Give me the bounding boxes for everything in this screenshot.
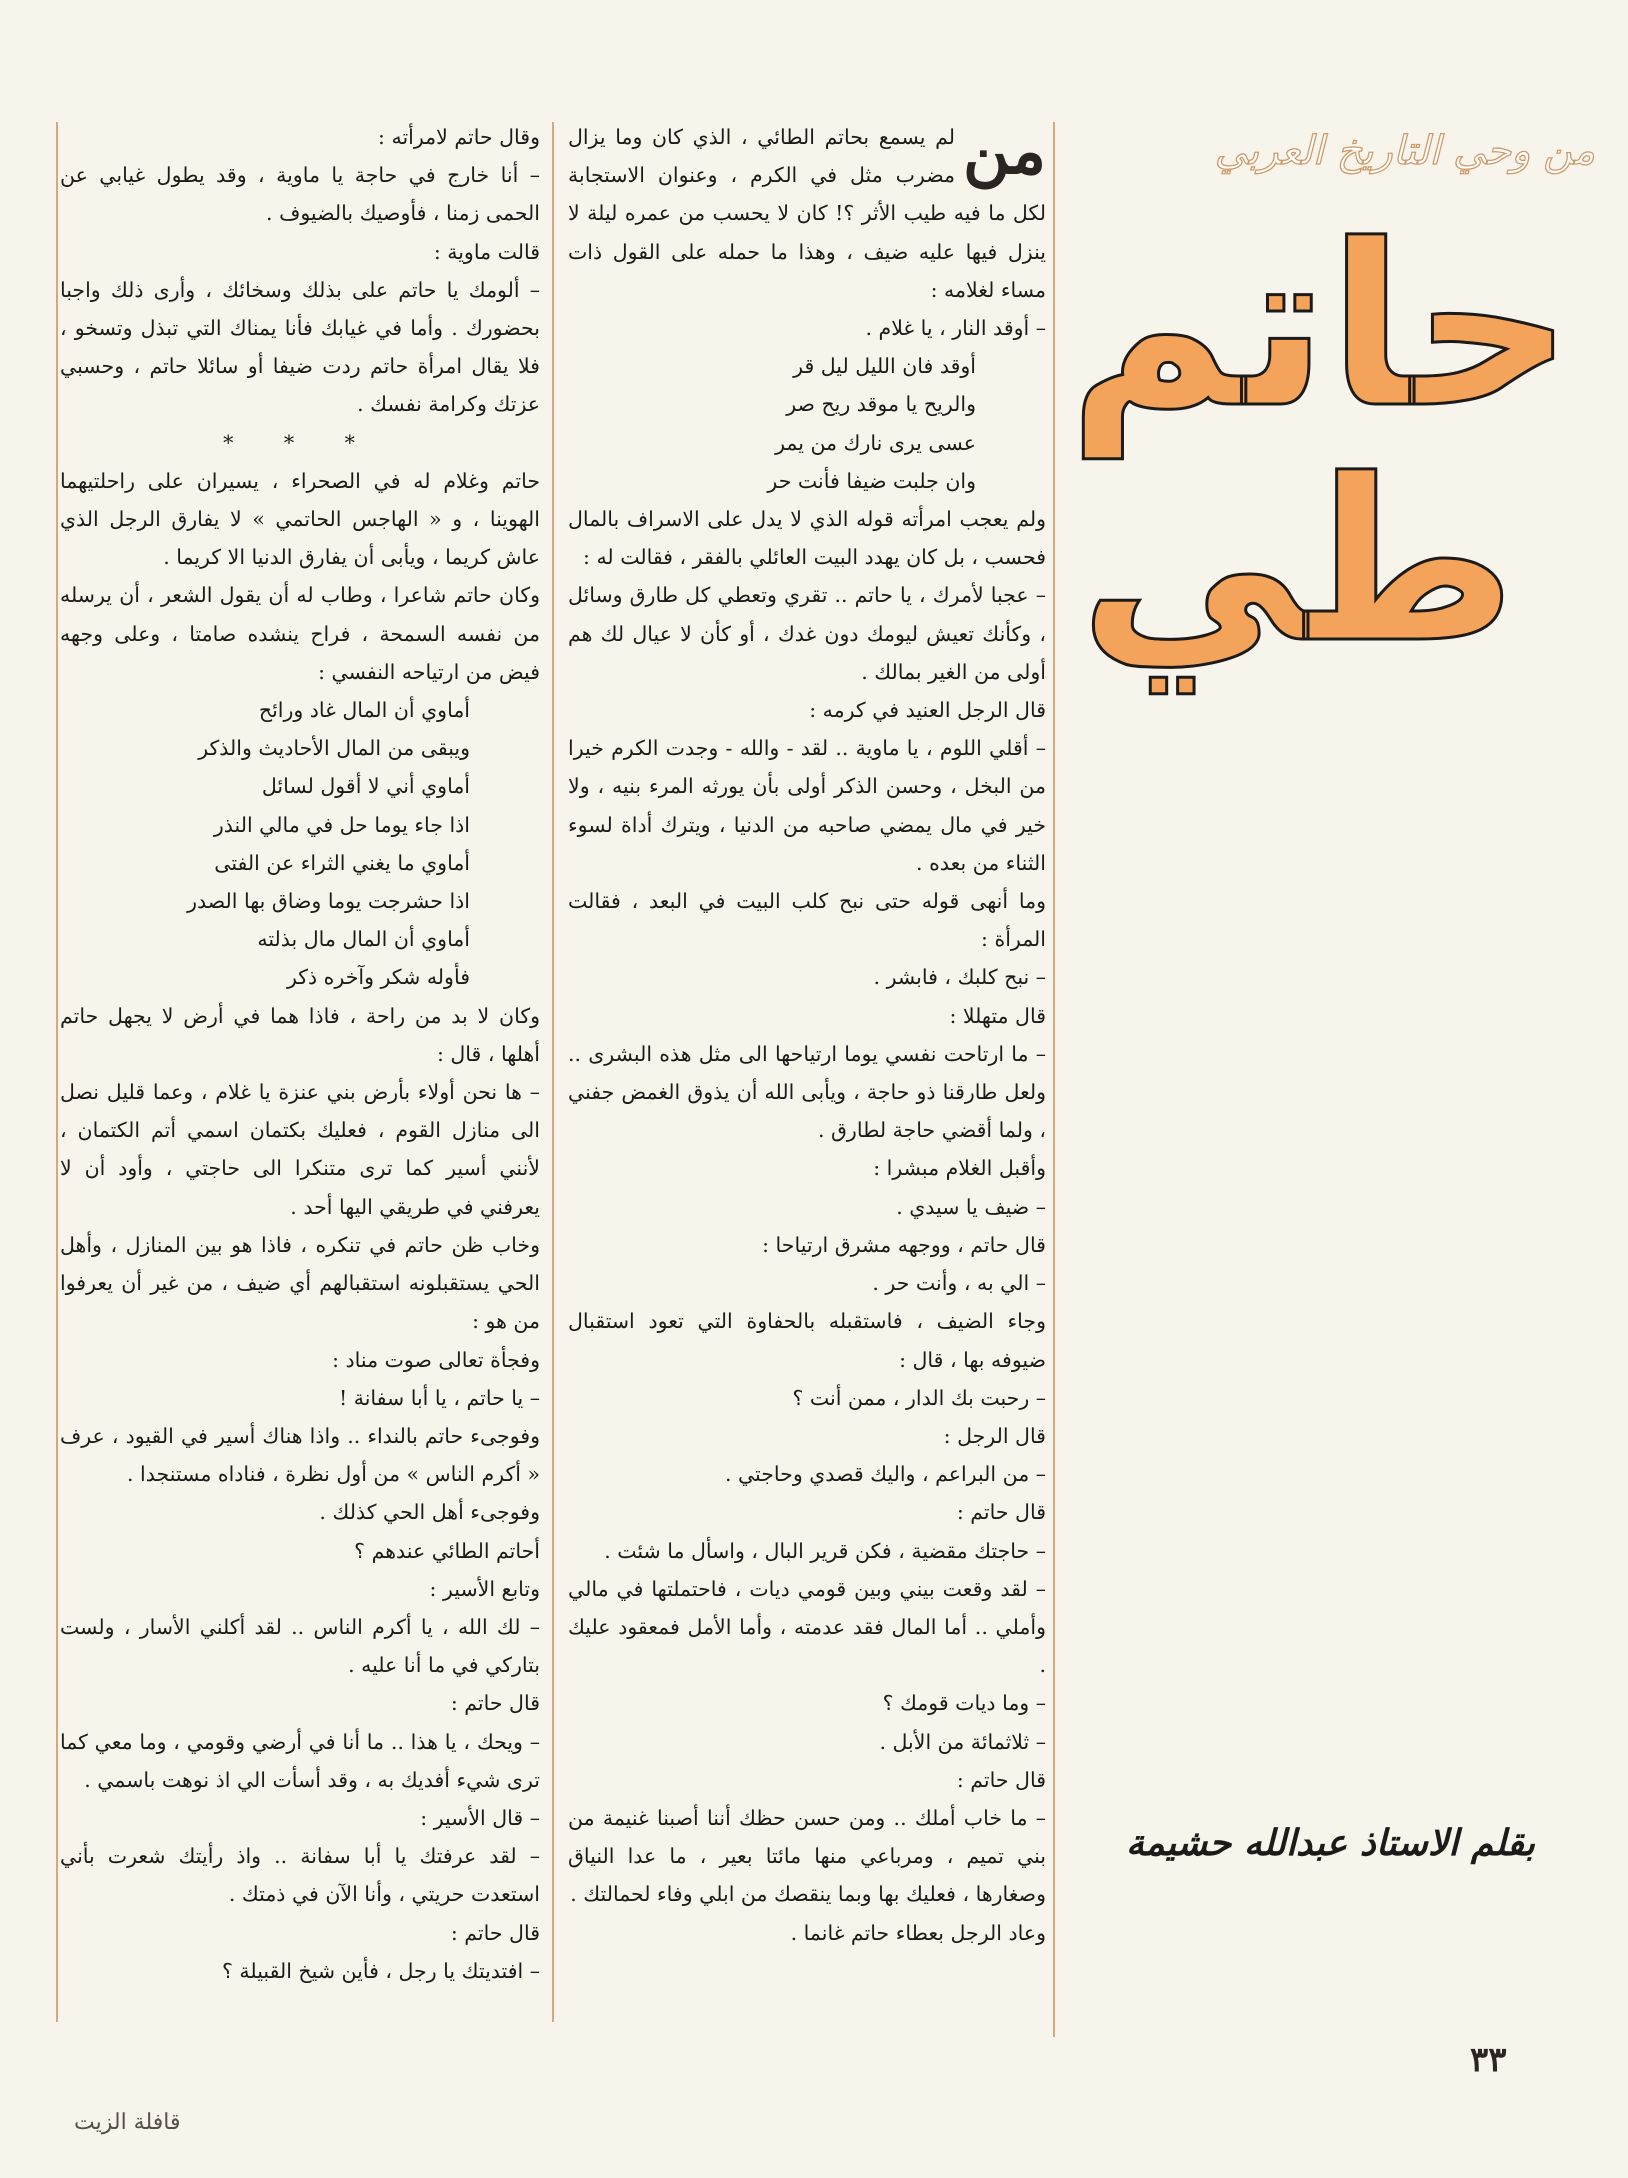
paragraph: وفوجىء أهل الحي كذلك .	[319, 1500, 540, 1525]
dialogue-line: – ما خاب أملك .. ومن حسن حظك أننا أصبنا غنيمة من بني تميم ، ومرباعي منها مائتا بعير ، ما عدا النياق وصغارها ، فعليك بها وبما ينقصك من ابلي وفاء لحمالتك .	[568, 1799, 1046, 1914]
verse-line: والريح يا موقد ريح صر	[786, 392, 976, 417]
article-column-left	[60, 118, 540, 2033]
article-title-line-2: طي	[1079, 431, 1517, 692]
dialogue-line: – رحبت بك الدار ، ممن أنت ؟	[568, 1379, 1046, 1417]
dialogue-line: – ألومك يا حاتم على بذلك وسخائك ، وأرى ذلك واجبا بحضورك . وأما في غيابك فأنا يمناك التي تبذل وتسخو ، فلا يقال امرأة حاتم ردت ضيفا أو سائلا حاتم ، وحسبي عزتك وكرامة نفسك .	[60, 271, 540, 424]
dialogue-line: – وما ديات قومك ؟	[568, 1684, 1046, 1722]
verse-line: ويبقى من المال الأحاديث والذكر	[198, 736, 470, 761]
paragraph: وتابع الأسير :	[429, 1576, 540, 1601]
dialogue-line: – من البراعم ، واليك قصدي وحاجتي .	[568, 1455, 1046, 1493]
magazine-name: قافلة الزيت	[74, 2110, 181, 2135]
article-title-line-1: حاتم	[1068, 196, 1574, 457]
verse-line: اذا جاء يوما حل في مالي النذر	[213, 812, 470, 837]
paragraph: حاتم وغلام له في الصحراء ، يسيران على راحلتيهما الهوينا ، و « الهاجس الحاتمي » لا يفارق الرجل الذي عاش كريما ، ويأبى أن يفارق الدنيا الا كريما .	[60, 468, 540, 570]
dialogue-line: – نبح كلبك ، فابشر .	[568, 958, 1046, 996]
verse-line: فأوله شكر وآخره ذكر	[286, 965, 470, 990]
dialogue-line: – الي به ، وأنت حر .	[568, 1264, 1046, 1302]
dialogue-line: – عجبا لأمرك ، يا حاتم .. تقري وتعطي كل طارق وسائل ، وكأنك تعيش ليومك دون غدك ، أو كأن لا عيال لك هم أولى من الغير بمالك .	[568, 576, 1046, 691]
verse-line: أماوي أني لا أقول لسائل	[261, 774, 470, 799]
paragraph: وعاد الرجل بعطاء حاتم غانما .	[790, 1920, 1046, 1945]
section-separator: * * *	[223, 430, 377, 455]
verse-line: أماوي أن المال مال بذلته	[257, 927, 470, 952]
author-byline: بقلم الاستاذ عبدالله حشيمة	[1125, 1822, 1535, 1864]
column-divider	[1053, 122, 1055, 2037]
dialogue-line: – قال الأسير :	[60, 1799, 540, 1837]
paragraph: وخاب ظن حاتم في تنكره ، فاذا هو بين المنازل ، وأهل الحي يستقبلونه استقبالهم أي ضيف ، من غير أن يعرفوا من هو :	[60, 1232, 540, 1334]
paragraph: وكان حاتم شاعرا ، وطاب له أن يقول الشعر ، أن يرسله من نفسه السمحة ، فراح ينشده صامتا ، وعلى وجهه فيض من ارتياحه النفسي :	[60, 583, 540, 684]
paragraph: قال حاتم :	[956, 1500, 1046, 1525]
paragraph: أحاتم الطائي عندهم ؟	[354, 1538, 540, 1563]
page-number: ٣٣	[1470, 2040, 1507, 2080]
dialogue-line: – ويحك ، يا هذا .. ما أنا في أرضي وقومي ، وما معي كما ترى شيء أفديك به ، وقد أسأت الي اذ نوهت باسمي .	[60, 1723, 540, 1799]
verse-line: أوقد فان الليل ليل قر	[793, 354, 976, 379]
paragraph: قال حاتم ، ووجهه مشرق ارتياحا :	[762, 1232, 1046, 1257]
dialogue-line: – حاجتك مقضية ، فكن قرير البال ، واسأل ما شئت .	[568, 1532, 1046, 1570]
paragraph: وفوجىء حاتم بالنداء .. واذا هناك أسير في القيود ، عرف « أكرم الناس » من أول نظرة ، فناداه مستنجدا .	[60, 1423, 540, 1487]
dialogue-line: – ها نحن أولاء بأرض بني عنزة يا غلام ، وعما قليل نصل الى منازل القوم ، فعليك بكتمان اسمي أتم الكتمان ، لأنني أسير كما ترى متنكرا الى حاجتي ، وأود أن لا يعرفني في طريقي اليها أحد .	[60, 1073, 540, 1226]
article-column-right	[568, 118, 1046, 2033]
verse-line: عسى يرى نارك من يمر	[775, 430, 976, 455]
paragraph: وجاء الضيف ، فاستقبله بالحفاوة التي تعود استقبال ضيوفه بها ، قال :	[568, 1309, 1046, 1372]
paragraph: قال حاتم :	[450, 1920, 540, 1945]
paragraph: وقال حاتم لامرأته :	[378, 125, 540, 149]
dialogue-line: – لقد وقعت بيني وبين قومي ديات ، فاحتملتها في مالي وأملي .. أما المال فقد عدمته ، وأما الأمل فمعقود عليك .	[568, 1570, 1046, 1685]
series-title: من وحي التاريخ العربي	[1214, 128, 1595, 174]
drop-cap: من	[963, 118, 1046, 189]
paragraph: وفجأة تعالى صوت مناد :	[332, 1347, 540, 1372]
paragraph: وكان لا بد من راحة ، فاذا هما في أرض لا يجهل حاتم أهلها ، قال :	[60, 1003, 540, 1066]
dialogue-line: – افتديتك يا رجل ، فأين شيخ القبيلة ؟	[60, 1952, 540, 1990]
dialogue-line: – يا حاتم ، يا أبا سفانة !	[60, 1379, 540, 1417]
dialogue-line: – ثلاثمائة من الأبل .	[568, 1723, 1046, 1761]
paragraph: قال حاتم :	[450, 1691, 540, 1716]
paragraph: قال الرجل :	[943, 1423, 1046, 1448]
dialogue-line: – أوقد النار ، يا غلام .	[568, 309, 1046, 347]
paragraph: قالت ماوية :	[433, 239, 540, 264]
paragraph: وأقبل الغلام مبشرا :	[873, 1156, 1046, 1181]
dialogue-line: – ما ارتاحت نفسي يوما ارتياحها الى مثل هذه البشرى .. ولعل طارقنا ذو حاجة ، ويأبى الله أن يذوق الغمض جفني ، ولما أقضي حاجة لطارق .	[568, 1035, 1046, 1150]
dialogue-line: – لقد عرفتك يا أبا سفانة .. واذ رأيتك شعرت بأني استعدت حريتي ، وأنا الآن في ذمتك .	[60, 1837, 540, 1913]
verse-line: أماوي ما يغني الثراء عن الفتى	[214, 850, 470, 875]
verse-line: أماوي أن المال غاد ورائح	[258, 698, 470, 723]
paragraph: قال الرجل العنيد في كرمه :	[809, 698, 1046, 723]
verse-line: اذا حشرجت يوما وضاق بها الصدر	[187, 889, 470, 914]
column-divider	[552, 122, 554, 2022]
paragraph: ولم يعجب امرأته قوله الذي لا يدل على الاسراف بالمال فحسب ، بل كان يهدد البيت العائلي بالفقر ، فقالت له :	[568, 507, 1046, 570]
dialogue-line: – أقلي اللوم ، يا ماوية .. لقد - والله - وجدت الكرم خيرا من البخل ، وحسن الذكر أولى بأن يورثه المرء بنيه ، ولا خير في مال يمضي صاحبه من الدنيا ، ويترك أداة لسوء الثناء من بعده .	[568, 729, 1046, 882]
dialogue-line: – ضيف يا سيدي .	[568, 1188, 1046, 1226]
verse-line: وان جلبت ضيفا فأنت حر	[767, 468, 976, 493]
dialogue-line: – لك الله ، يا أكرم الناس .. لقد أكلني الأسار ، ولست بتاركي في ما أنا عليه .	[60, 1608, 540, 1684]
dialogue-line: – أنا خارج في حاجة يا ماوية ، وقد يطول غيابي عن الحمى زمنا ، فأوصيك بالضيوف .	[60, 156, 540, 232]
paragraph: وما أنهى قوله حتى نبح كلب البيت في البعد ، فقالت المرأة :	[568, 889, 1046, 952]
paragraph: لم يسمع بحاتم الطائي ، الذي كان وما يزال مضرب مثل في الكرم ، وعنوان الاستجابة لكل ما فيه طيب الأثر ؟! كان لا يحسب من عمره ليلة لا ينزل فيها عليه ضيف ، وهذا ما حمله على القول ذات مساء لغلامه :	[568, 125, 1046, 302]
column-divider	[56, 122, 58, 2022]
paragraph: قال متهللا :	[949, 1003, 1046, 1028]
paragraph: قال حاتم :	[956, 1767, 1046, 1792]
